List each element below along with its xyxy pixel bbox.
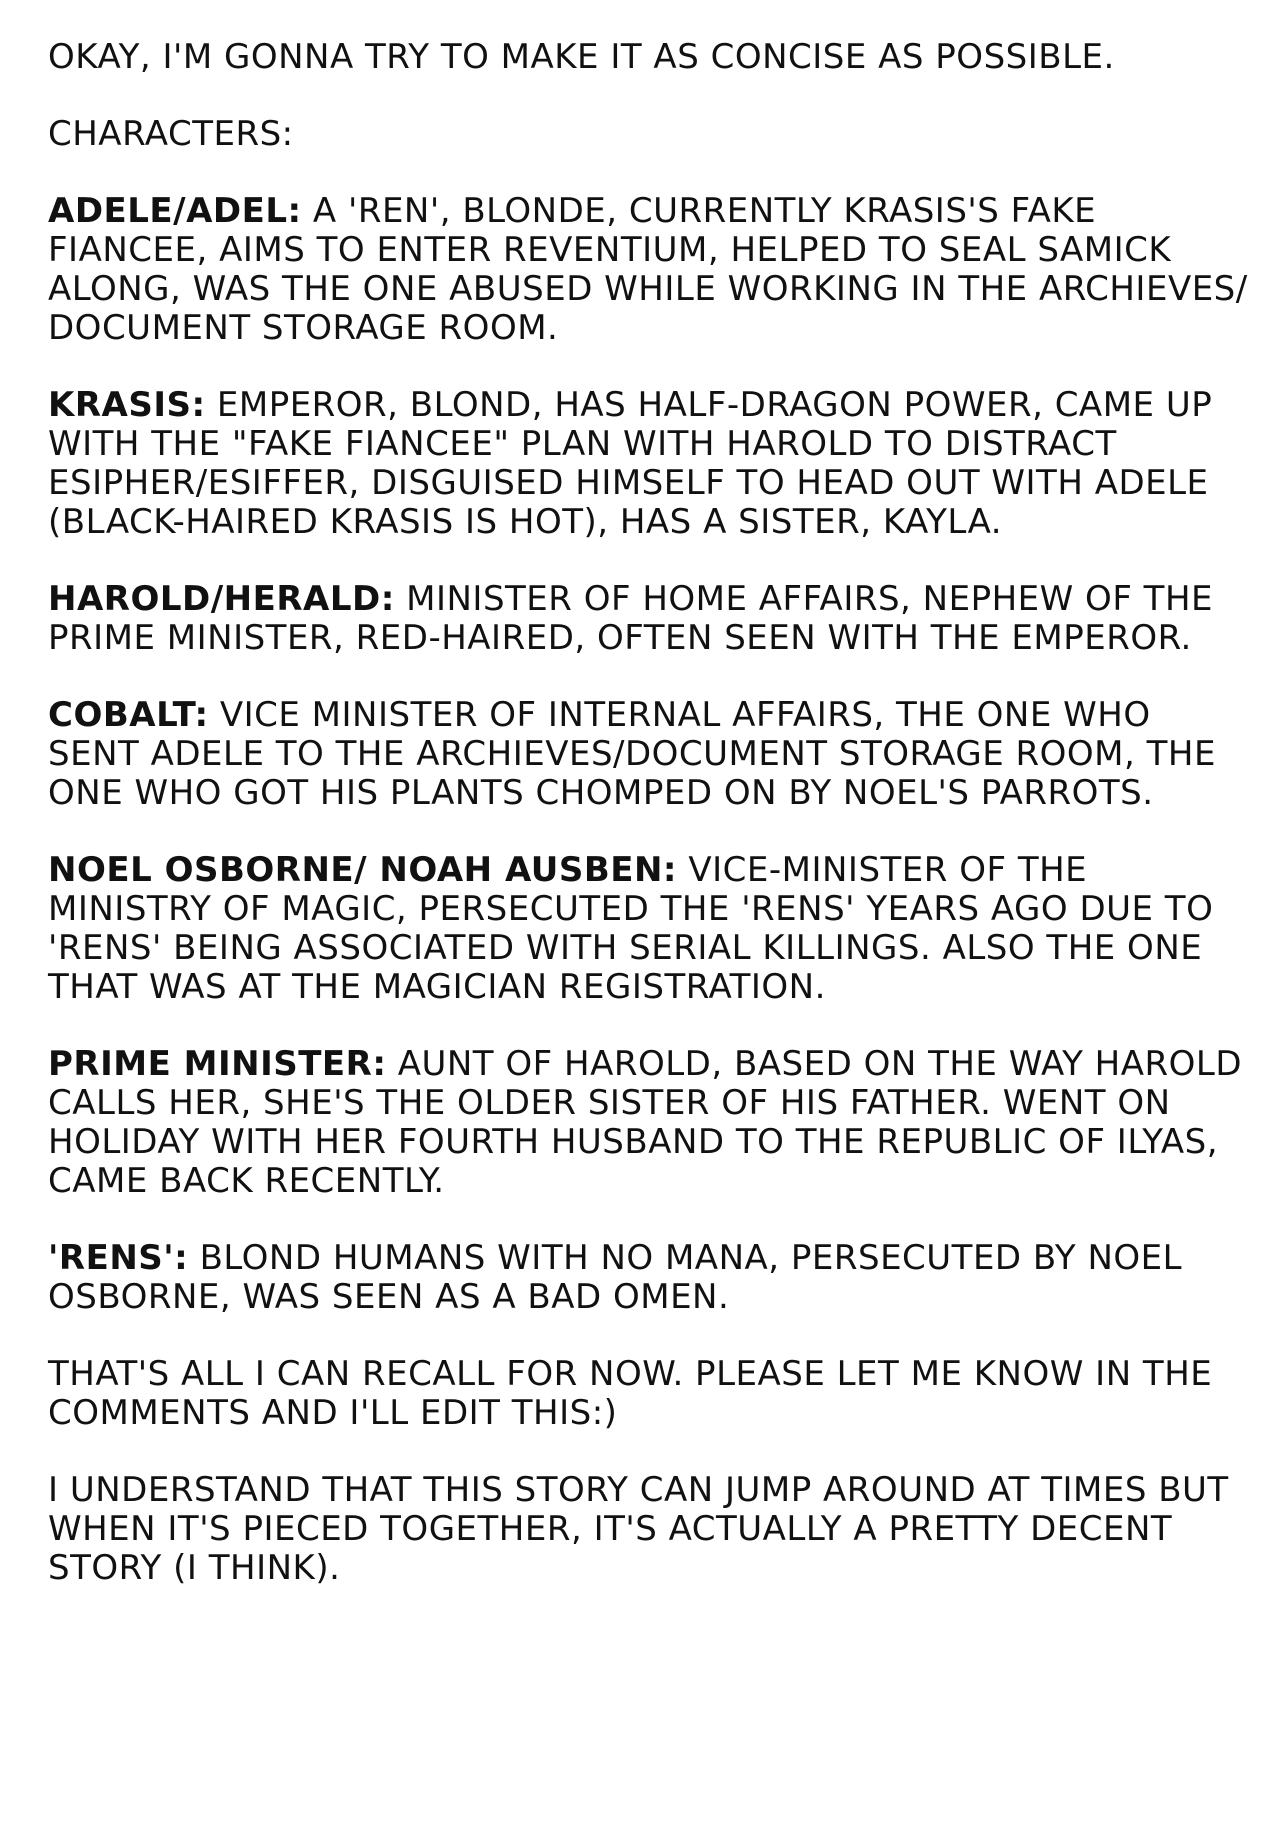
character-description: MINISTER OF HOME AFFAIRS, NEPHEW OF THE PRIME MINISTER, RED-HAIRED, OFTEN SEEN WITH THE EMPEROR. <box>48 579 1213 658</box>
character-entry-prime-minister <box>48 1045 1248 1201</box>
character-name: PRIME MINISTER: <box>48 1044 387 1084</box>
character-description: VICE-MINISTER OF THE MINISTRY OF MAGIC, PERSECUTED THE 'RENS' YEARS AGO DUE TO 'RENS' BEING ASSOCIATED WITH SERIAL KILLINGS. ALSO THE ONE THAT WAS AT THE MAGICIAN REGISTRATION. <box>48 850 1214 1007</box>
character-description: EMPEROR, BLOND, HAS HALF-DRAGON POWER, CAME UP WITH THE "FAKE FIANCEE" PLAN WITH HAROLD TO DISTRACT ESIPHER/ESIFFER, DISGUISED HIMSELF TO HEAD OUT WITH ADELE (BLACK-HAIRED KRASIS IS HOT), HAS A SISTER, KAYLA. <box>48 385 1213 542</box>
character-name: HAROLD/HERALD: <box>48 579 395 619</box>
character-description: BLOND HUMANS WITH NO MANA, PERSECUTED BY NOEL OSBORNE, WAS SEEN AS A BAD OMEN. <box>48 1238 1183 1317</box>
character-name: KRASIS: <box>48 385 206 425</box>
character-name: COBALT: <box>48 695 209 735</box>
character-entry-rens <box>48 1239 1248 1317</box>
closing-note: THAT'S ALL I CAN RECALL FOR NOW. PLEASE LET ME KNOW IN THE COMMENTS AND I'LL EDIT THIS:) <box>48 1354 1213 1433</box>
character-name: NOEL OSBORNE/ NOAH AUSBEN: <box>48 850 678 890</box>
character-entry-krasis <box>48 386 1248 542</box>
character-description: VICE MINISTER OF INTERNAL AFFAIRS, THE ONE WHO SENT ADELE TO THE ARCHIEVES/DOCUMENT STORAGE ROOM, THE ONE WHO GOT HIS PLANTS CHOMPED ON BY NOEL'S PARROTS. <box>48 695 1216 813</box>
character-entry-noel <box>48 851 1248 1007</box>
character-entry-adele <box>48 192 1248 348</box>
document-page <box>48 38 1248 1626</box>
characters-heading: CHARACTERS: <box>48 114 294 154</box>
character-description: A 'REN', BLONDE, CURRENTLY KRASIS'S FAKE FIANCEE, AIMS TO ENTER REVENTIUM, HELPED TO SEAL SAMICK ALONG, WAS THE ONE ABUSED WHILE WORKING IN THE ARCHIEVES/ DOCUMENT STORAGE ROOM. <box>48 191 1248 348</box>
closing-remark: I UNDERSTAND THAT THIS STORY CAN JUMP AROUND AT TIMES BUT WHEN IT'S PIECED TOGETHER, IT'S ACTUALLY A PRETTY DECENT STORY (I THINK). <box>48 1470 1229 1588</box>
character-name: 'RENS': <box>48 1238 189 1278</box>
character-entry-cobalt <box>48 696 1248 813</box>
character-name: ADELE/ADEL: <box>48 191 302 231</box>
character-description: AUNT OF HAROLD, BASED ON THE WAY HAROLD CALLS HER, SHE'S THE OLDER SISTER OF HIS FATHER. WENT ON HOLIDAY WITH HER FOURTH HUSBAND TO THE REPUBLIC OF ILYAS, CAME BACK RECENTLY. <box>48 1044 1243 1201</box>
intro-text: OKAY, I'M GONNA TRY TO MAKE IT AS CONCISE AS POSSIBLE. <box>48 37 1115 77</box>
character-entry-harold <box>48 580 1248 658</box>
